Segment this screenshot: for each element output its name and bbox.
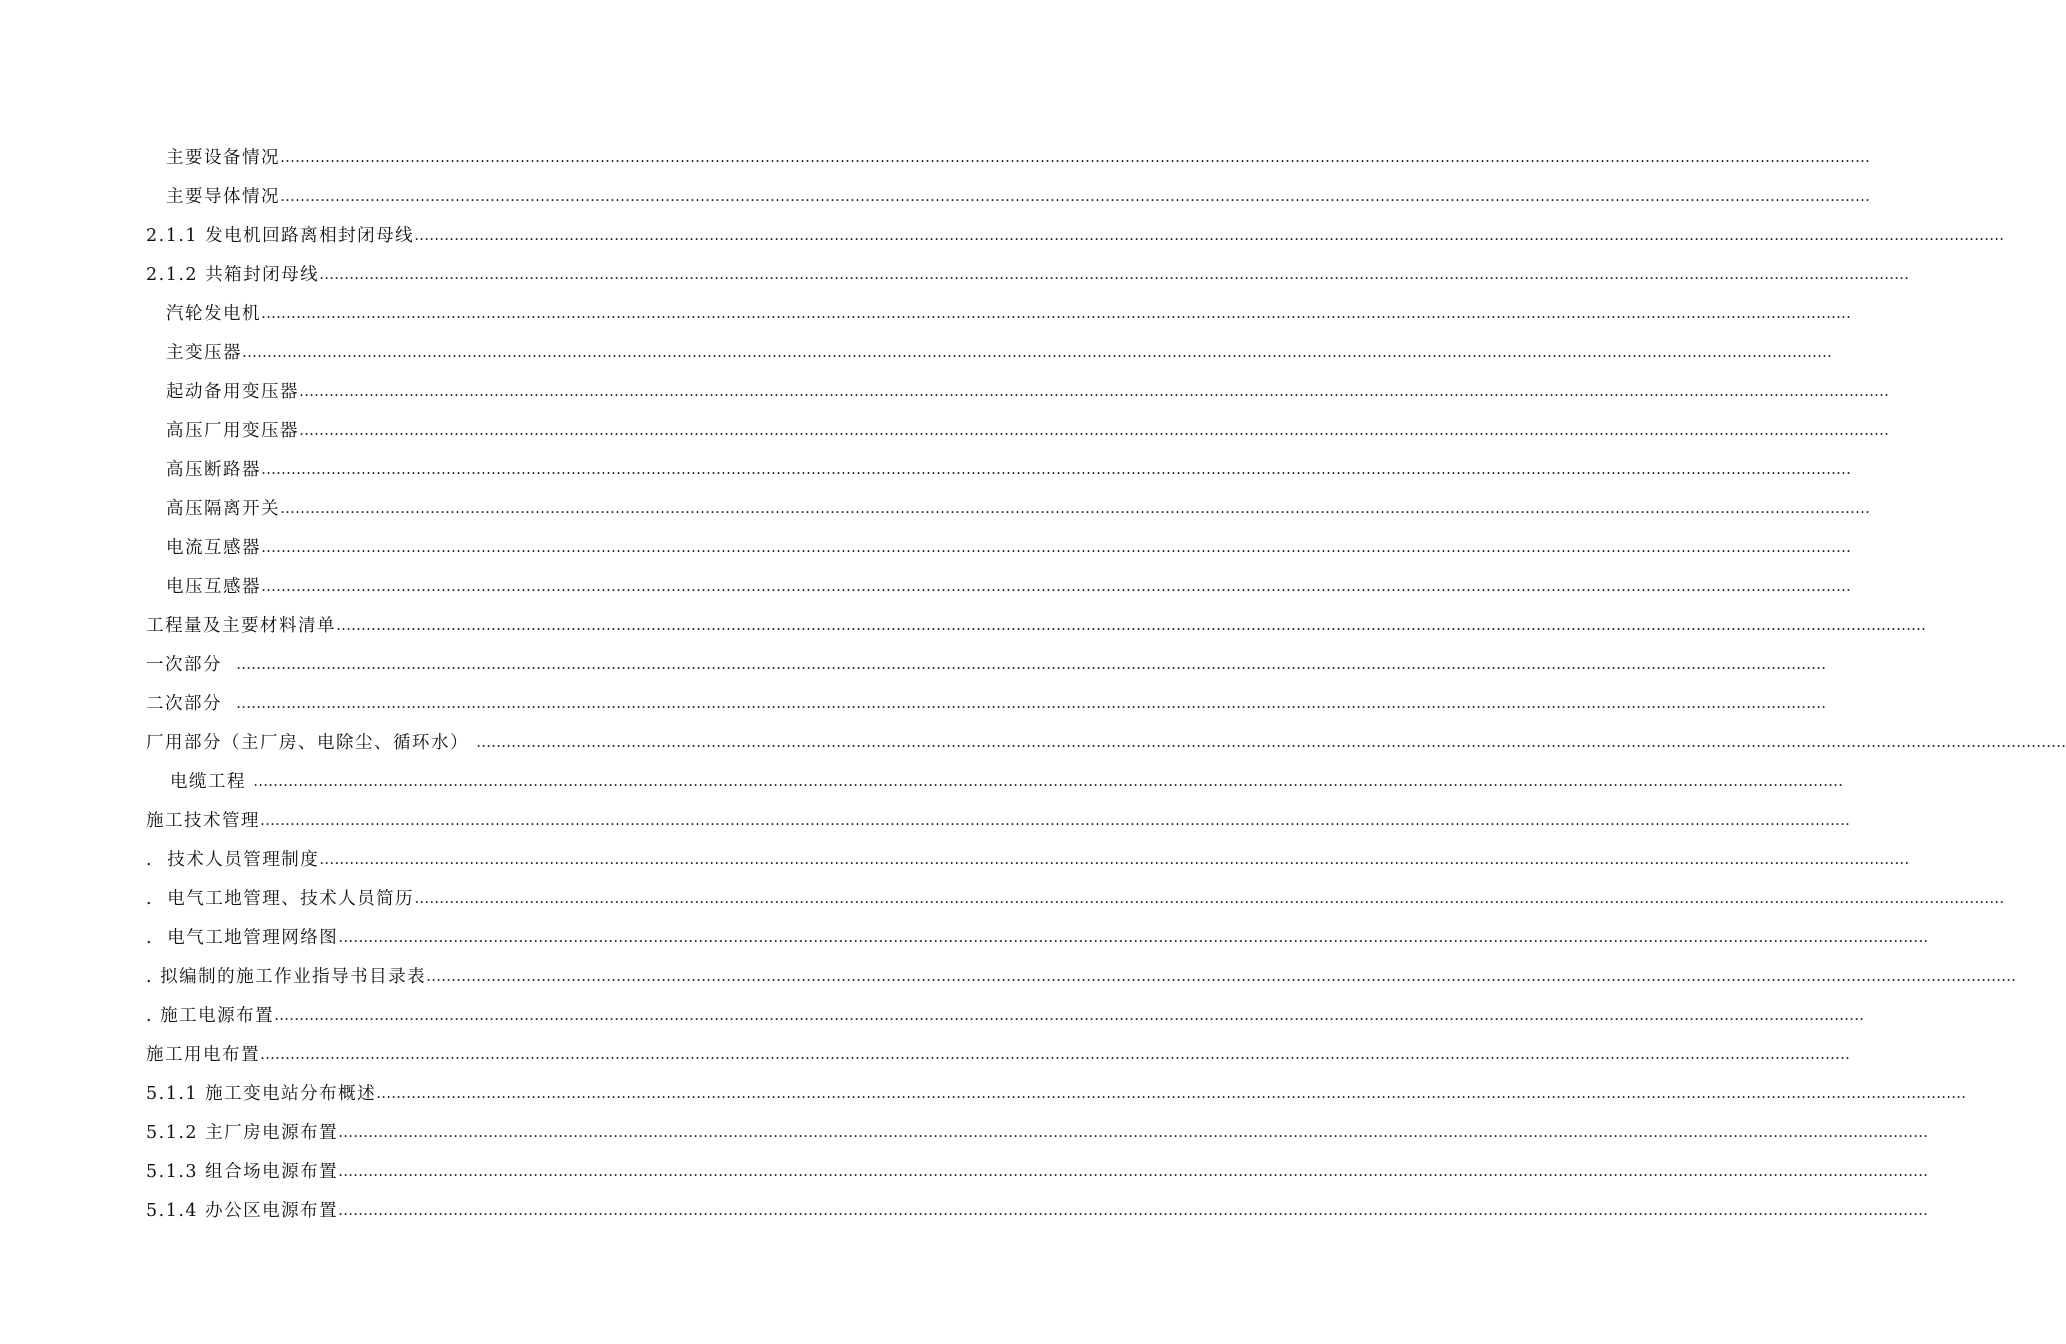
toc-leader-dots: …………………………………………………………………………………………………………………………………………………………………………………………………………………………………………………………………………………………: [319, 850, 1910, 868]
toc-entry: [166, 296, 1851, 324]
toc-entry-label: 5.1.2 主厂房电源布置: [146, 1123, 339, 1143]
toc-entry: [166, 530, 1851, 558]
toc-entry: [146, 959, 2017, 987]
toc-leader-dots: …………………………………………………………………………………………………………………………………………………………………………………………………………………………………………………………………………………………: [426, 967, 2017, 985]
toc-leader-dots: …………………………………………………………………………………………………………………………………………………………………………………………………………………………………………………………………………………………: [280, 148, 1870, 166]
toc-leader-dots: …………………………………………………………………………………………………………………………………………………………………………………………………………………………………………………………………………………………: [261, 538, 1851, 556]
toc-entry: [146, 1193, 1929, 1221]
toc-leader-dots: …………………………………………………………………………………………………………………………………………………………………………………………………………………………………………………………………………………………: [338, 1162, 1929, 1180]
toc-leader-dots: …………………………………………………………………………………………………………………………………………………………………………………………………………………………………………………………………………………………: [414, 889, 2005, 907]
toc-leader-dots: …………………………………………………………………………………………………………………………………………………………………………………………………………………………………………………………………………………………: [261, 304, 1851, 322]
toc-entry-label: 高压厂用变压器: [166, 421, 299, 441]
toc-entry: [166, 335, 1832, 363]
toc-leader-dots: …………………………………………………………………………………………………………………………………………………………………………………………………………………………………………………………………………………………: [280, 187, 1870, 205]
toc-entry: [166, 569, 1851, 597]
toc-entry: [146, 998, 1865, 1026]
toc-entry: [146, 647, 1827, 675]
toc-entry-label: . 拟编制的施工作业指导书目录表: [146, 967, 427, 987]
toc-entry: [166, 374, 1889, 402]
toc-entry-label: . 电气工地管理网络图: [146, 928, 339, 948]
toc-entry: [146, 725, 2066, 753]
toc-entry: [146, 218, 2005, 246]
toc-leader-dots: …………………………………………………………………………………………………………………………………………………………………………………………………………………………………………………………………………………………: [338, 928, 1929, 946]
toc-entry: [146, 257, 1910, 285]
toc-leader-dots: …………………………………………………………………………………………………………………………………………………………………………………………………………………………………………………………………………………………: [274, 1006, 1865, 1024]
toc-entry-label: 施工用电布置: [146, 1045, 260, 1065]
toc-entry-label: 厂用部分（主厂房、电除尘、循环水）: [146, 733, 477, 753]
toc-entry-label: 汽轮发电机: [166, 304, 261, 324]
toc-leader-dots: …………………………………………………………………………………………………………………………………………………………………………………………………………………………………………………………………………………………: [336, 616, 1926, 634]
toc-entry: [166, 413, 1889, 441]
toc-entry-label: 起动备用变压器: [166, 382, 299, 402]
toc-entry: [146, 842, 1910, 870]
toc-entry-label: 2.1.2 共箱封闭母线: [146, 265, 320, 285]
toc-entry: [166, 452, 1851, 480]
toc-leader-dots: …………………………………………………………………………………………………………………………………………………………………………………………………………………………………………………………………………………………: [253, 772, 1844, 790]
toc-entry-label: 5.1.3 组合场电源布置: [146, 1162, 339, 1182]
toc-entry-label: 二次部分: [146, 694, 237, 714]
toc-entry-label: 电流互感器: [166, 538, 261, 558]
toc-entry: [146, 686, 1827, 714]
toc-entry-label: 高压断路器: [166, 460, 261, 480]
toc-entry: [146, 803, 1850, 831]
toc-leader-dots: …………………………………………………………………………………………………………………………………………………………………………………………………………………………………………………………………………………………: [261, 460, 1851, 478]
toc-leader-dots: …………………………………………………………………………………………………………………………………………………………………………………………………………………………………………………………………………………………: [414, 226, 2005, 244]
toc-leader-dots: …………………………………………………………………………………………………………………………………………………………………………………………………………………………………………………………………………………………: [236, 694, 1827, 712]
toc-entry: [146, 881, 2005, 909]
toc-entry-label: 高压隔离开关: [166, 499, 280, 519]
toc-leader-dots: …………………………………………………………………………………………………………………………………………………………………………………………………………………………………………………………………………………………: [260, 1045, 1850, 1063]
toc-entry-label: 电压互感器: [166, 577, 261, 597]
toc-leader-dots: …………………………………………………………………………………………………………………………………………………………………………………………………………………………………………………………………………………………: [299, 382, 1889, 400]
toc-leader-dots: …………………………………………………………………………………………………………………………………………………………………………………………………………………………………………………………………………………………: [319, 265, 1910, 283]
toc-leader-dots: …………………………………………………………………………………………………………………………………………………………………………………………………………………………………………………………………………………………: [376, 1084, 1967, 1102]
toc-entry-label: . 施工电源布置: [146, 1006, 275, 1026]
toc-entry: [146, 1076, 1967, 1104]
toc-entry: [146, 920, 1929, 948]
toc-entry-label: 一次部分: [146, 655, 237, 675]
toc-entry-label: 施工技术管理: [146, 811, 260, 831]
toc-entry-label: 5.1.4 办公区电源布置: [146, 1201, 339, 1221]
toc-entry: [166, 491, 1870, 519]
toc-leader-dots: …………………………………………………………………………………………………………………………………………………………………………………………………………………………………………………………………………………………: [261, 577, 1851, 595]
toc-leader-dots: …………………………………………………………………………………………………………………………………………………………………………………………………………………………………………………………………………………………: [280, 499, 1870, 517]
toc-entry-label: . 电气工地管理、技术人员简历: [146, 889, 415, 909]
toc-leader-dots: …………………………………………………………………………………………………………………………………………………………………………………………………………………………………………………………………………………………: [476, 733, 2066, 751]
toc-entry: [146, 608, 1926, 636]
toc-entry: [170, 764, 1844, 792]
toc-leader-dots: …………………………………………………………………………………………………………………………………………………………………………………………………………………………………………………………………………………………: [236, 655, 1827, 673]
toc-entry: [166, 140, 1870, 168]
toc-entry-label: 主要导体情况: [166, 187, 280, 207]
toc-entry-label: 电缆工程: [170, 772, 254, 792]
toc-leader-dots: …………………………………………………………………………………………………………………………………………………………………………………………………………………………………………………………………………………………: [299, 421, 1889, 439]
toc-leader-dots: …………………………………………………………………………………………………………………………………………………………………………………………………………………………………………………………………………………………: [338, 1201, 1929, 1219]
toc-leader-dots: …………………………………………………………………………………………………………………………………………………………………………………………………………………………………………………………………………………………: [260, 811, 1850, 829]
toc-entry: [166, 179, 1870, 207]
toc-entry-label: 5.1.1 施工变电站分布概述: [146, 1084, 377, 1104]
toc-entry: [146, 1154, 1929, 1182]
toc-entry: [146, 1037, 1850, 1065]
toc-entry: [146, 1115, 1929, 1143]
toc-leader-dots: …………………………………………………………………………………………………………………………………………………………………………………………………………………………………………………………………………………………: [338, 1123, 1929, 1141]
toc-entry-label: 主变压器: [166, 343, 242, 363]
toc-leader-dots: …………………………………………………………………………………………………………………………………………………………………………………………………………………………………………………………………………………………: [242, 343, 1832, 361]
toc-entry-label: 2.1.1 发电机回路离相封闭母线: [146, 226, 415, 246]
toc-entry-label: 工程量及主要材料清单: [146, 616, 336, 636]
toc-entry-label: . 技术人员管理制度: [146, 850, 320, 870]
toc-entry-label: 主要设备情况: [166, 148, 280, 168]
